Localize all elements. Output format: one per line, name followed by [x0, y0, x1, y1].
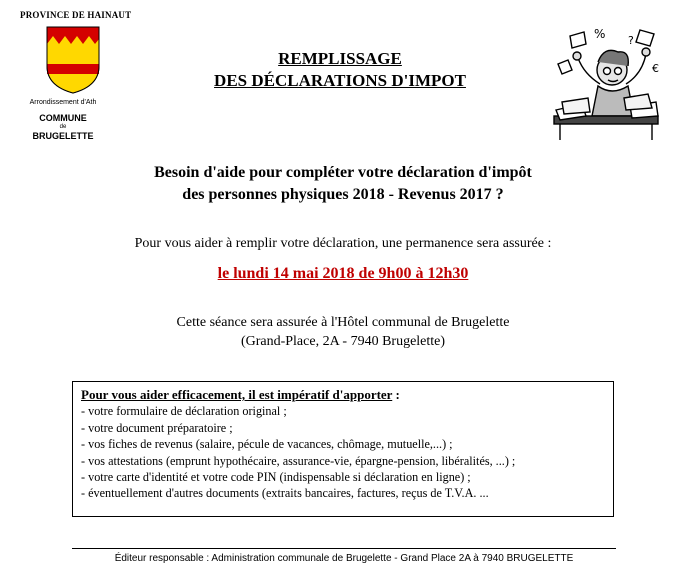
list-item: - vos fiches de revenus (salaire, pécule de vacances, chômage, mutuelle,...) ;	[81, 437, 453, 452]
title-line1: REMPLISSAGE	[278, 49, 402, 68]
venue-info	[40, 313, 646, 351]
documents-checklist	[72, 381, 614, 517]
page-title	[160, 48, 520, 92]
checklist-heading-colon: :	[392, 387, 400, 402]
venue-line1: Cette séance sera assurée à l'Hôtel communal de Brugelette	[176, 315, 510, 330]
commune-de: de	[59, 124, 67, 130]
province-label: PROVINCE DE HAINAUT	[20, 10, 132, 20]
checklist-heading: Pour vous aider efficacement, il est impératif d'apporter	[81, 387, 393, 402]
commune-name	[20, 113, 106, 142]
checklist-heading-row	[81, 387, 605, 403]
list-item: - vos attestations (emprunt hypothécaire, assurance-vie, épargne-pension, libéralités, ...) ;	[81, 453, 516, 468]
question-line1: Besoin d'aide pour compléter votre déclaration d'impôt	[154, 164, 532, 181]
svg-text:€: €	[652, 62, 659, 75]
person-overwhelmed-by-paperwork-icon	[548, 24, 664, 142]
commune-line2: BRUGELETTE	[32, 131, 94, 141]
session-date: le lundi 14 mai 2018 de 9h00 à 12h30	[217, 265, 469, 282]
arrondissement-label: Arrondissement d'Ath	[29, 99, 97, 106]
coat-of-arms-icon	[46, 26, 100, 94]
svg-text:%: %	[594, 27, 606, 41]
list-item: - votre formulaire de déclaration original ;	[81, 404, 287, 419]
question-line2: des personnes physiques 2018 - Revenus 2017 ?	[182, 186, 504, 203]
help-question	[60, 162, 626, 206]
list-item: - éventuellement d'autres documents (extraits bancaires, factures, reçus de T.V.A. ...	[81, 486, 489, 501]
intro-text: Pour vous aider à remplir votre déclaration, une permanence sera assurée :	[134, 236, 552, 251]
venue-line2: (Grand-Place, 2A - 7940 Brugelette)	[240, 334, 446, 349]
commune-line1: COMMUNE	[39, 113, 87, 123]
footer-divider	[72, 548, 616, 549]
list-item: - votre carte d'identité et votre code PIN (indispensable si déclaration en ligne) ;	[81, 470, 471, 485]
publisher-footer: Éditeur responsable : Administration communale de Brugelette - Grand Place 2A à 7940 BRUGELETTE	[114, 553, 574, 564]
title-line2: DES DÉCLARATIONS D'IMPOT	[214, 71, 466, 90]
list-item: - votre document préparatoire ;	[81, 420, 233, 435]
svg-text:?: ?	[628, 34, 634, 47]
